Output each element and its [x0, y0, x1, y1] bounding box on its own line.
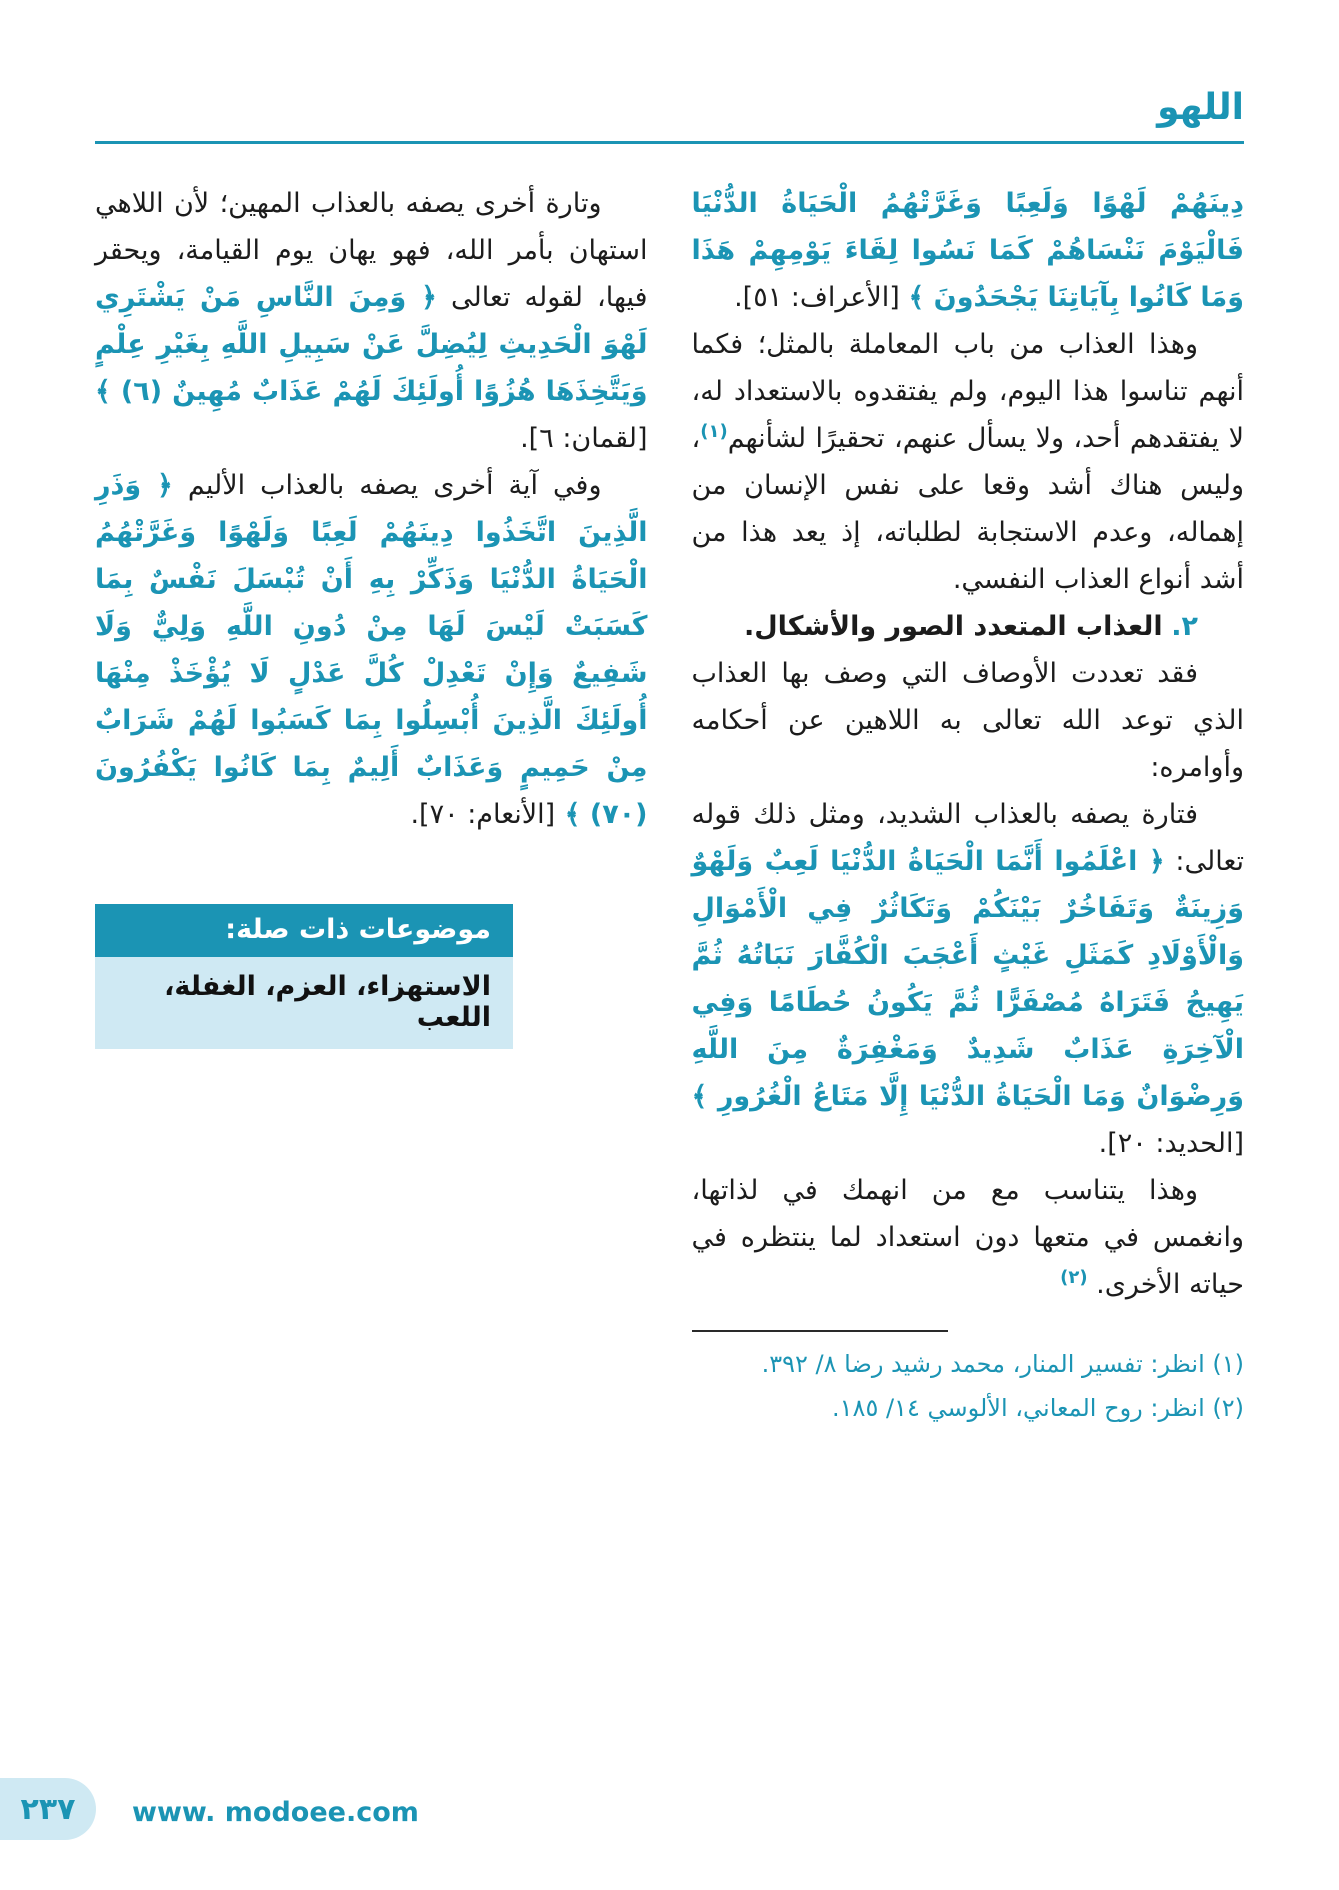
heading-text: العذاب المتعدد الصور والأشكال. [743, 611, 1163, 642]
paragraph-conclusion [692, 1167, 1245, 1308]
body-text: وهذا العذاب من باب المعاملة بالمثل؛ فكما أنهم تناسوا هذا اليوم، ولم يفتقدوه بالاستعداد له، لا يفتقدهم أحد، ولا يسأل عنهم، تحقيرًا لشأنهم [691, 329, 1244, 454]
page-number-pill [0, 1778, 96, 1840]
page-number: ٢٣٧ [20, 1791, 76, 1827]
column-left [95, 180, 648, 1049]
body-text: وهذا يتناسب مع من انهمك في لذاتها، وانغمس في متعها دون استعداد لما ينتظره في حياته الأخرى. [691, 1175, 1244, 1300]
verse-reference-anam: [الأنعام: ٧٠]. [410, 799, 556, 830]
quran-text: دِينَهُمْ لَهْوًا وَلَعِبًا وَغَرَّتْهُمُ الْحَيَاةُ الدُّنْيَا فَالْيَوْمَ نَنْسَاهُمْ كَمَا نَسُوا لِقَاءَ يَوْمِهِمْ هَذَا وَمَا كَانُوا بِآيَاتِنَا يَجْحَدُونَ ﴾ [691, 188, 1244, 313]
body-text: ، وليس هناك أشد وقعا على نفس الإنسان من إهماله، وعدم الاستجابة لطلباته، إذ يعد هذا من أشد أنواع العذاب النفسي. [691, 423, 1244, 595]
footnote-divider [692, 1330, 948, 1332]
quran-text-luqman: ﴿ وَمِنَ النَّاسِ مَنْ يَشْتَرِي لَهْوَ الْحَدِيثِ لِيُضِلَّ عَنْ سَبِيلِ اللَّهِ بِغَيْرِ عِلْمٍ وَيَتَّخِذَهَا هُزُوًا أُولَئِكَ لَهُمْ عَذَابٌ مُهِينٌ (٦) ﴾ [95, 282, 648, 407]
section-heading-2 [692, 603, 1245, 650]
website-link[interactable]: www. modoee.com [132, 1797, 419, 1828]
page-header [95, 86, 1244, 144]
content-columns [95, 180, 1244, 1430]
column-right [692, 180, 1245, 1430]
paragraph-humiliating-punishment [95, 180, 648, 462]
page-title: اللهو [1157, 87, 1244, 128]
quran-verse-araf [692, 180, 1245, 321]
body-text: وفي آية أخرى يصفه بالعذاب الأليم [172, 470, 602, 501]
heading-number: ٢. [1171, 611, 1198, 642]
paragraph-punishment-reciprocity [692, 321, 1245, 603]
related-topics-box [95, 904, 513, 1049]
verse-reference-hadid: [الحديد: ٢٠]. [1098, 1128, 1244, 1159]
verse-reference-araf: [الأعراف: ٥١]. [734, 282, 900, 313]
paragraph-severe-punishment [692, 791, 1245, 1167]
footnote-2: (٢) انظر: روح المعاني، الألوسي ١٤/ ١٨٥. [832, 1394, 1244, 1422]
footnotes-block [692, 1330, 1245, 1430]
footnote-marker-1: (١) [700, 421, 728, 442]
related-topics-items: الاستهزاء، العزم، الغفلة، اللعب [95, 957, 513, 1049]
header-divider [95, 141, 1244, 144]
paragraph-descriptions: فقد تعددت الأوصاف التي وصف بها العذاب الذي توعد الله تعالى به اللاهين عن أحكامه وأوامره: [691, 658, 1244, 783]
quran-text-hadid: ﴿ اعْلَمُوا أَنَّمَا الْحَيَاةُ الدُّنْيَا لَعِبٌ وَلَهْوٌ وَزِينَةٌ وَتَفَاخُرٌ بَيْنَكُمْ وَتَكَاثُرٌ فِي الْأَمْوَالِ وَالْأَوْلَادِ كَمَثَلِ غَيْثٍ أَعْجَبَ الْكُفَّارَ نَبَاتُهُ ثُمَّ يَهِيجُ فَتَرَاهُ مُصْفَرًّا ثُمَّ يَكُونُ حُطَامًا وَفِي الْآخِرَةِ عَذَابٌ شَدِيدٌ وَمَغْفِرَةٌ مِنَ اللَّهِ وَرِضْوَانٌ وَمَا الْحَيَاةُ الدُّنْيَا إِلَّا مَتَاعُ الْغُرُورِ ﴾ [691, 846, 1244, 1112]
verse-reference-luqman: [لقمان: ٦]. [520, 423, 648, 454]
quran-text-anam: ﴿ وَذَرِ الَّذِينَ اتَّخَذُوا دِينَهُمْ لَعِبًا وَلَهْوًا وَغَرَّتْهُمُ الْحَيَاةُ الدُّنْيَا وَذَكِّرْ بِهِ أَنْ تُبْسَلَ نَفْسٌ بِمَا كَسَبَتْ لَيْسَ لَهَا مِنْ دُونِ اللَّهِ وَلِيٌّ وَلَا شَفِيعٌ وَإِنْ تَعْدِلْ كُلَّ عَدْلٍ لَا يُؤْخَذْ مِنْهَا أُولَئِكَ الَّذِينَ أُبْسِلُوا بِمَا كَسَبُوا لَهُمْ شَرَابٌ مِنْ حَمِيمٍ وَعَذَابٌ أَلِيمٌ بِمَا كَانُوا يَكْفُرُونَ (٧٠) ﴾ [95, 470, 648, 830]
footnote-marker-2: (٢) [1060, 1267, 1088, 1288]
page-footer [0, 1774, 1244, 1840]
paragraph-painful-punishment [95, 462, 648, 838]
body-text: فتارة يصفه بالعذاب الشديد، ومثل ذلك قوله تعالى: [691, 799, 1244, 877]
related-topics-header: موضوعات ذات صلة: [95, 904, 513, 957]
body-text: وتارة أخرى يصفه بالعذاب المهين؛ لأن اللاهي استهان بأمر الله، فهو يهان يوم القيامة، ويحقر فيها، لقوله تعالى [95, 188, 648, 313]
footnote-1: (١) انظر: تفسير المنار، محمد رشيد رضا ٨/ ٣٩٢. [761, 1350, 1244, 1378]
